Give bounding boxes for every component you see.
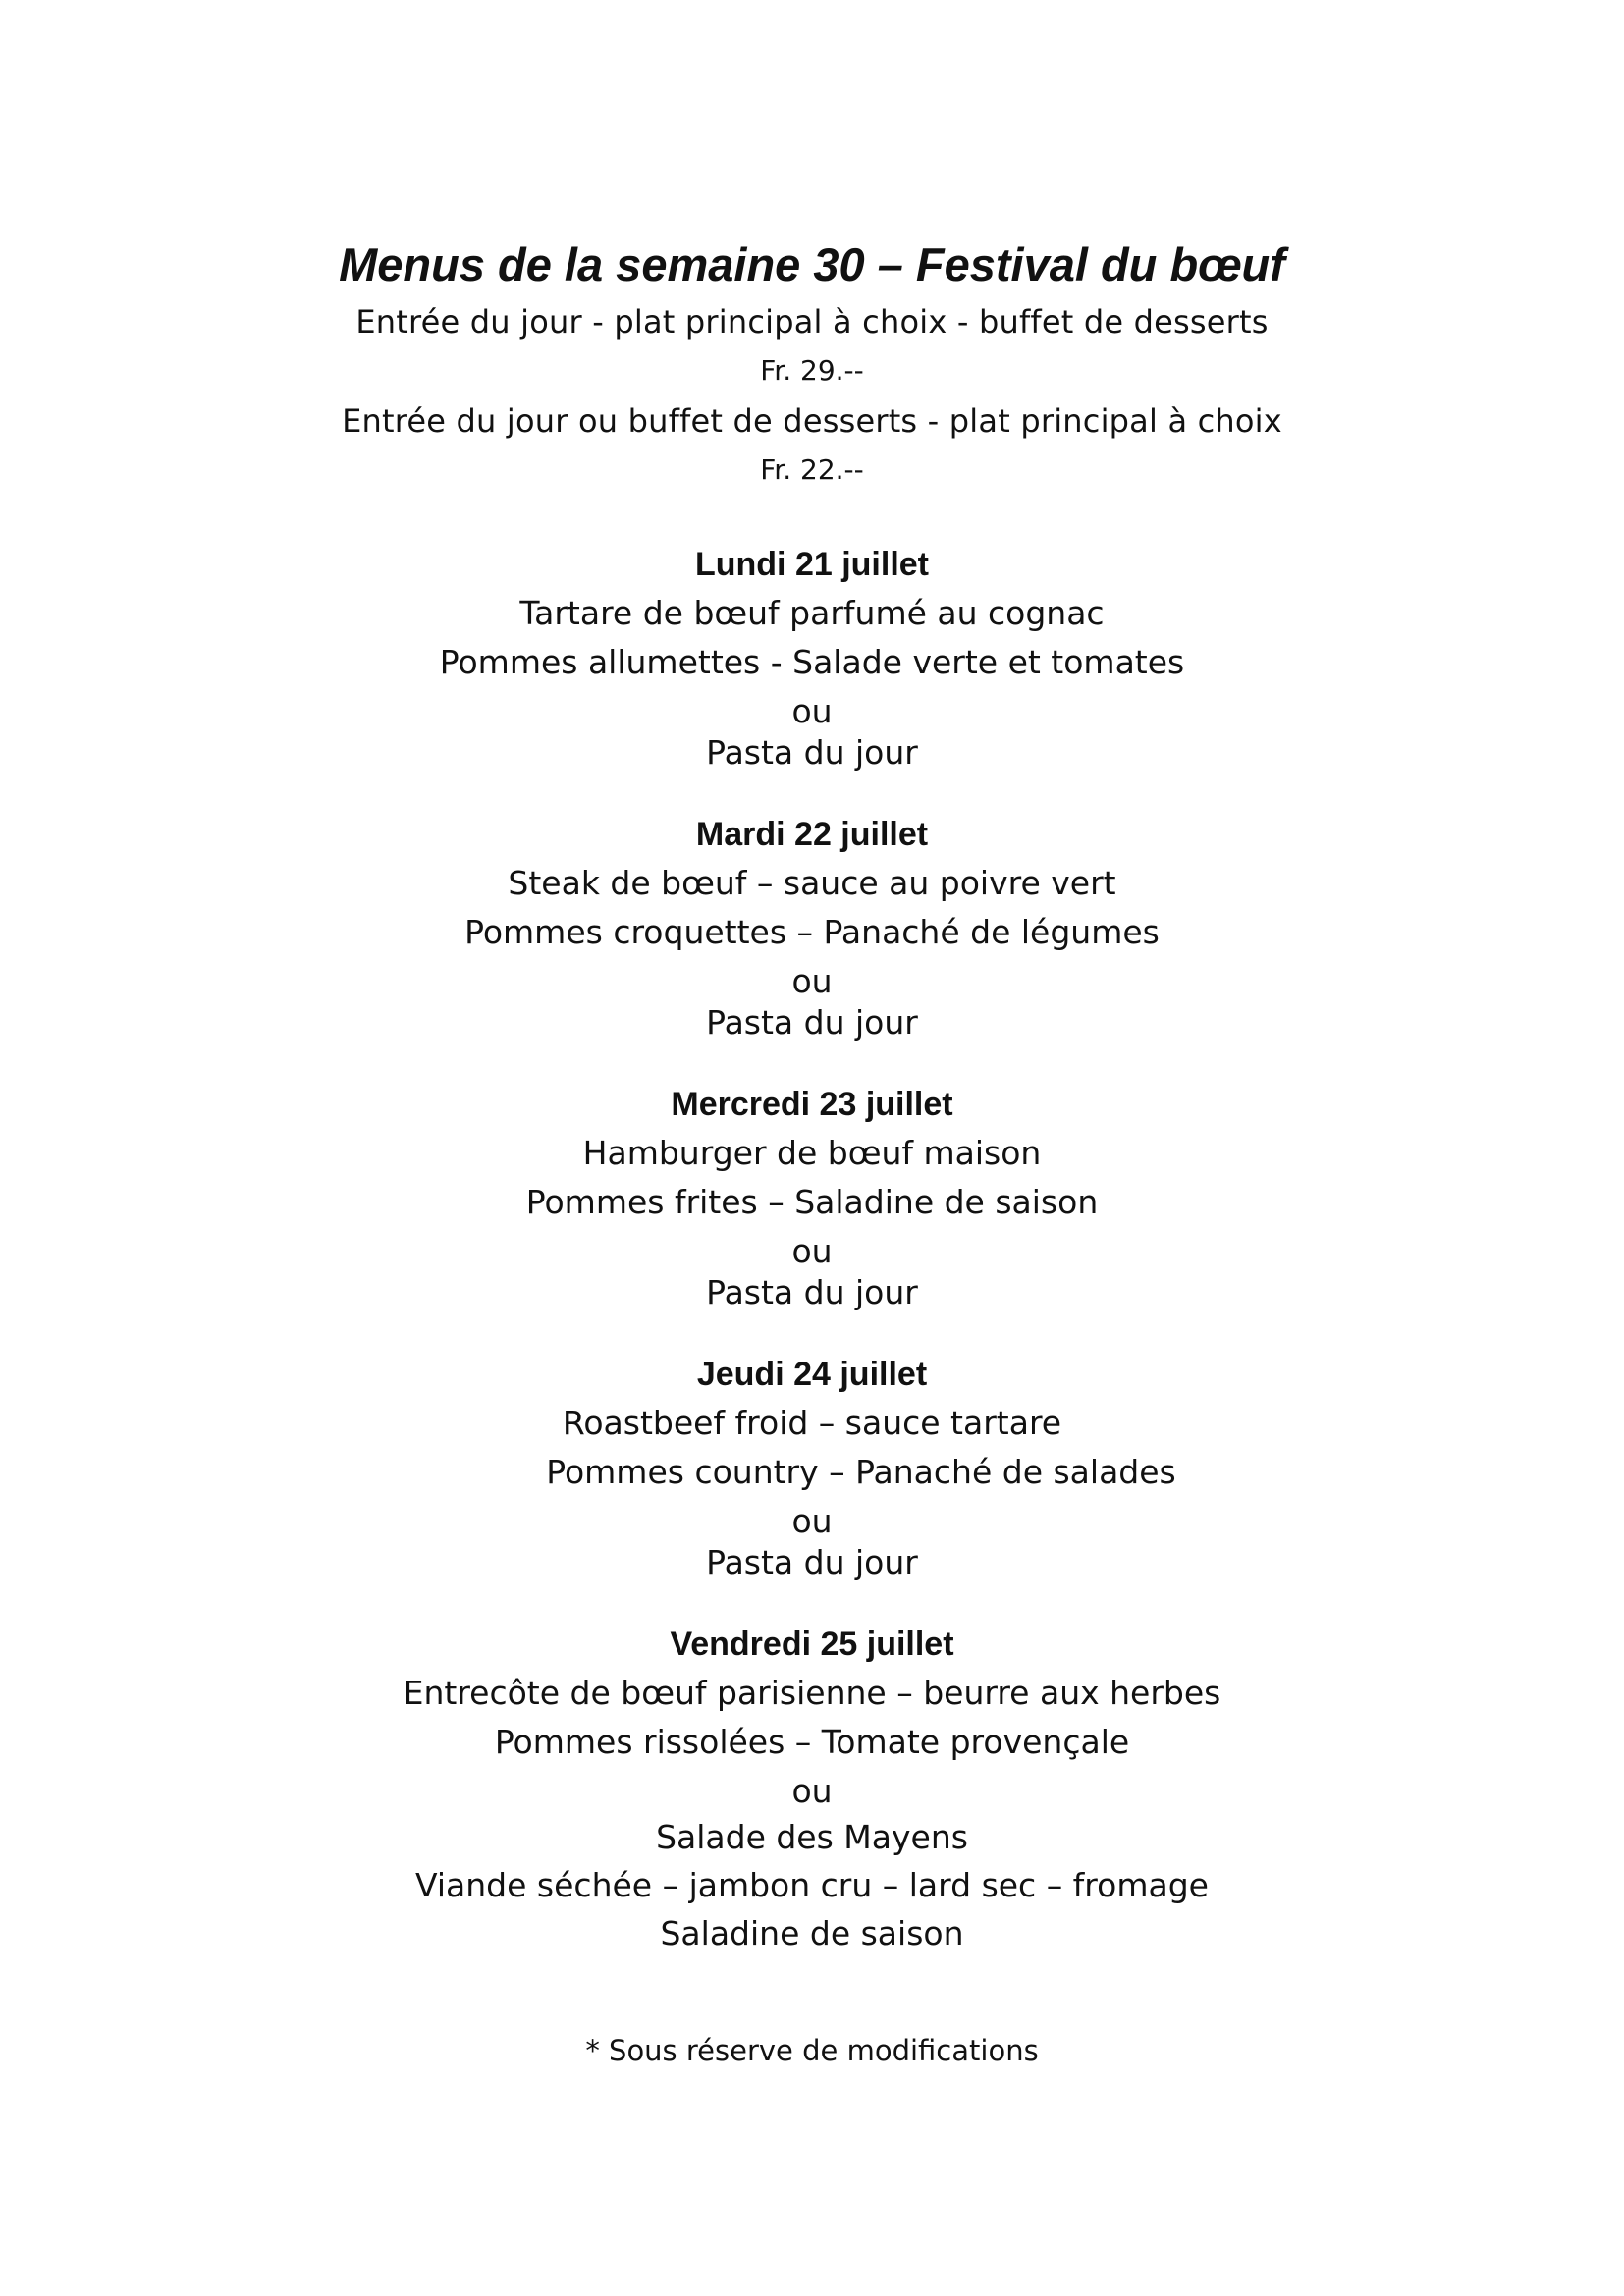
main-dish-lundi: Tartare de bœuf parfumé au cognac: [519, 594, 1105, 632]
day-heading-mercredi: Mercredi 23 juillet: [671, 1086, 953, 1123]
alt-dish-jeudi: Pasta du jour: [706, 1543, 918, 1581]
main-dish-vendredi: Entrecôte de bœuf parisienne – beurre aux herbes: [403, 1674, 1221, 1712]
sides-mardi: Pommes croquettes – Panaché de légumes: [464, 913, 1160, 951]
footnote: * Sous réserve de modifications: [585, 2034, 1039, 2067]
day-heading-lundi: Lundi 21 juillet: [694, 546, 930, 583]
alt-dish-vendredi-detail: Viande séchée – jambon cru – lard sec – fromage: [415, 1866, 1209, 1904]
alt-dish-lundi: Pasta du jour: [706, 733, 918, 772]
main-dish-mardi: Steak de bœuf – sauce au poivre vert: [508, 864, 1116, 902]
day-heading-vendredi: Vendredi 25 juillet: [670, 1626, 954, 1663]
page-title: Menus de la semaine 30 – Festival du bœuf: [339, 239, 1285, 291]
alt-dish-mercredi: Pasta du jour: [706, 1273, 918, 1311]
day-heading-jeudi: Jeudi 24 juillet: [696, 1356, 928, 1393]
sides-lundi: Pommes allumettes - Salade verte et tomates: [439, 643, 1185, 681]
main-dish-mercredi: Hamburger de bœuf maison: [582, 1134, 1042, 1172]
sides-jeudi: Pommes country – Panaché de salades: [546, 1453, 1176, 1491]
formula-reduced: Entrée du jour ou buffet de desserts - plat principal à choix: [342, 402, 1282, 440]
formula-full: Entrée du jour - plat principal à choix - buffet de desserts: [355, 303, 1269, 341]
alt-dish-vendredi: Salade des Mayens: [656, 1818, 968, 1856]
day-heading-mardi: Mardi 22 juillet: [695, 816, 929, 853]
sides-mercredi: Pommes frites – Saladine de saison: [525, 1183, 1099, 1221]
alt-dish-vendredi-side: Saladine de saison: [660, 1914, 964, 1952]
price-full: Fr. 29.--: [760, 354, 864, 387]
or-separator-vendredi: ou: [791, 1772, 833, 1810]
or-separator-jeudi: ou: [791, 1502, 833, 1540]
or-separator-mardi: ou: [791, 962, 833, 1000]
sides-vendredi: Pommes rissolées – Tomate provençale: [494, 1723, 1130, 1761]
main-dish-jeudi: Roastbeef froid – sauce tartare: [562, 1404, 1062, 1442]
or-separator-mercredi: ou: [791, 1232, 833, 1270]
price-reduced: Fr. 22.--: [760, 454, 864, 486]
or-separator-lundi: ou: [791, 692, 833, 730]
alt-dish-mardi: Pasta du jour: [706, 1003, 918, 1041]
